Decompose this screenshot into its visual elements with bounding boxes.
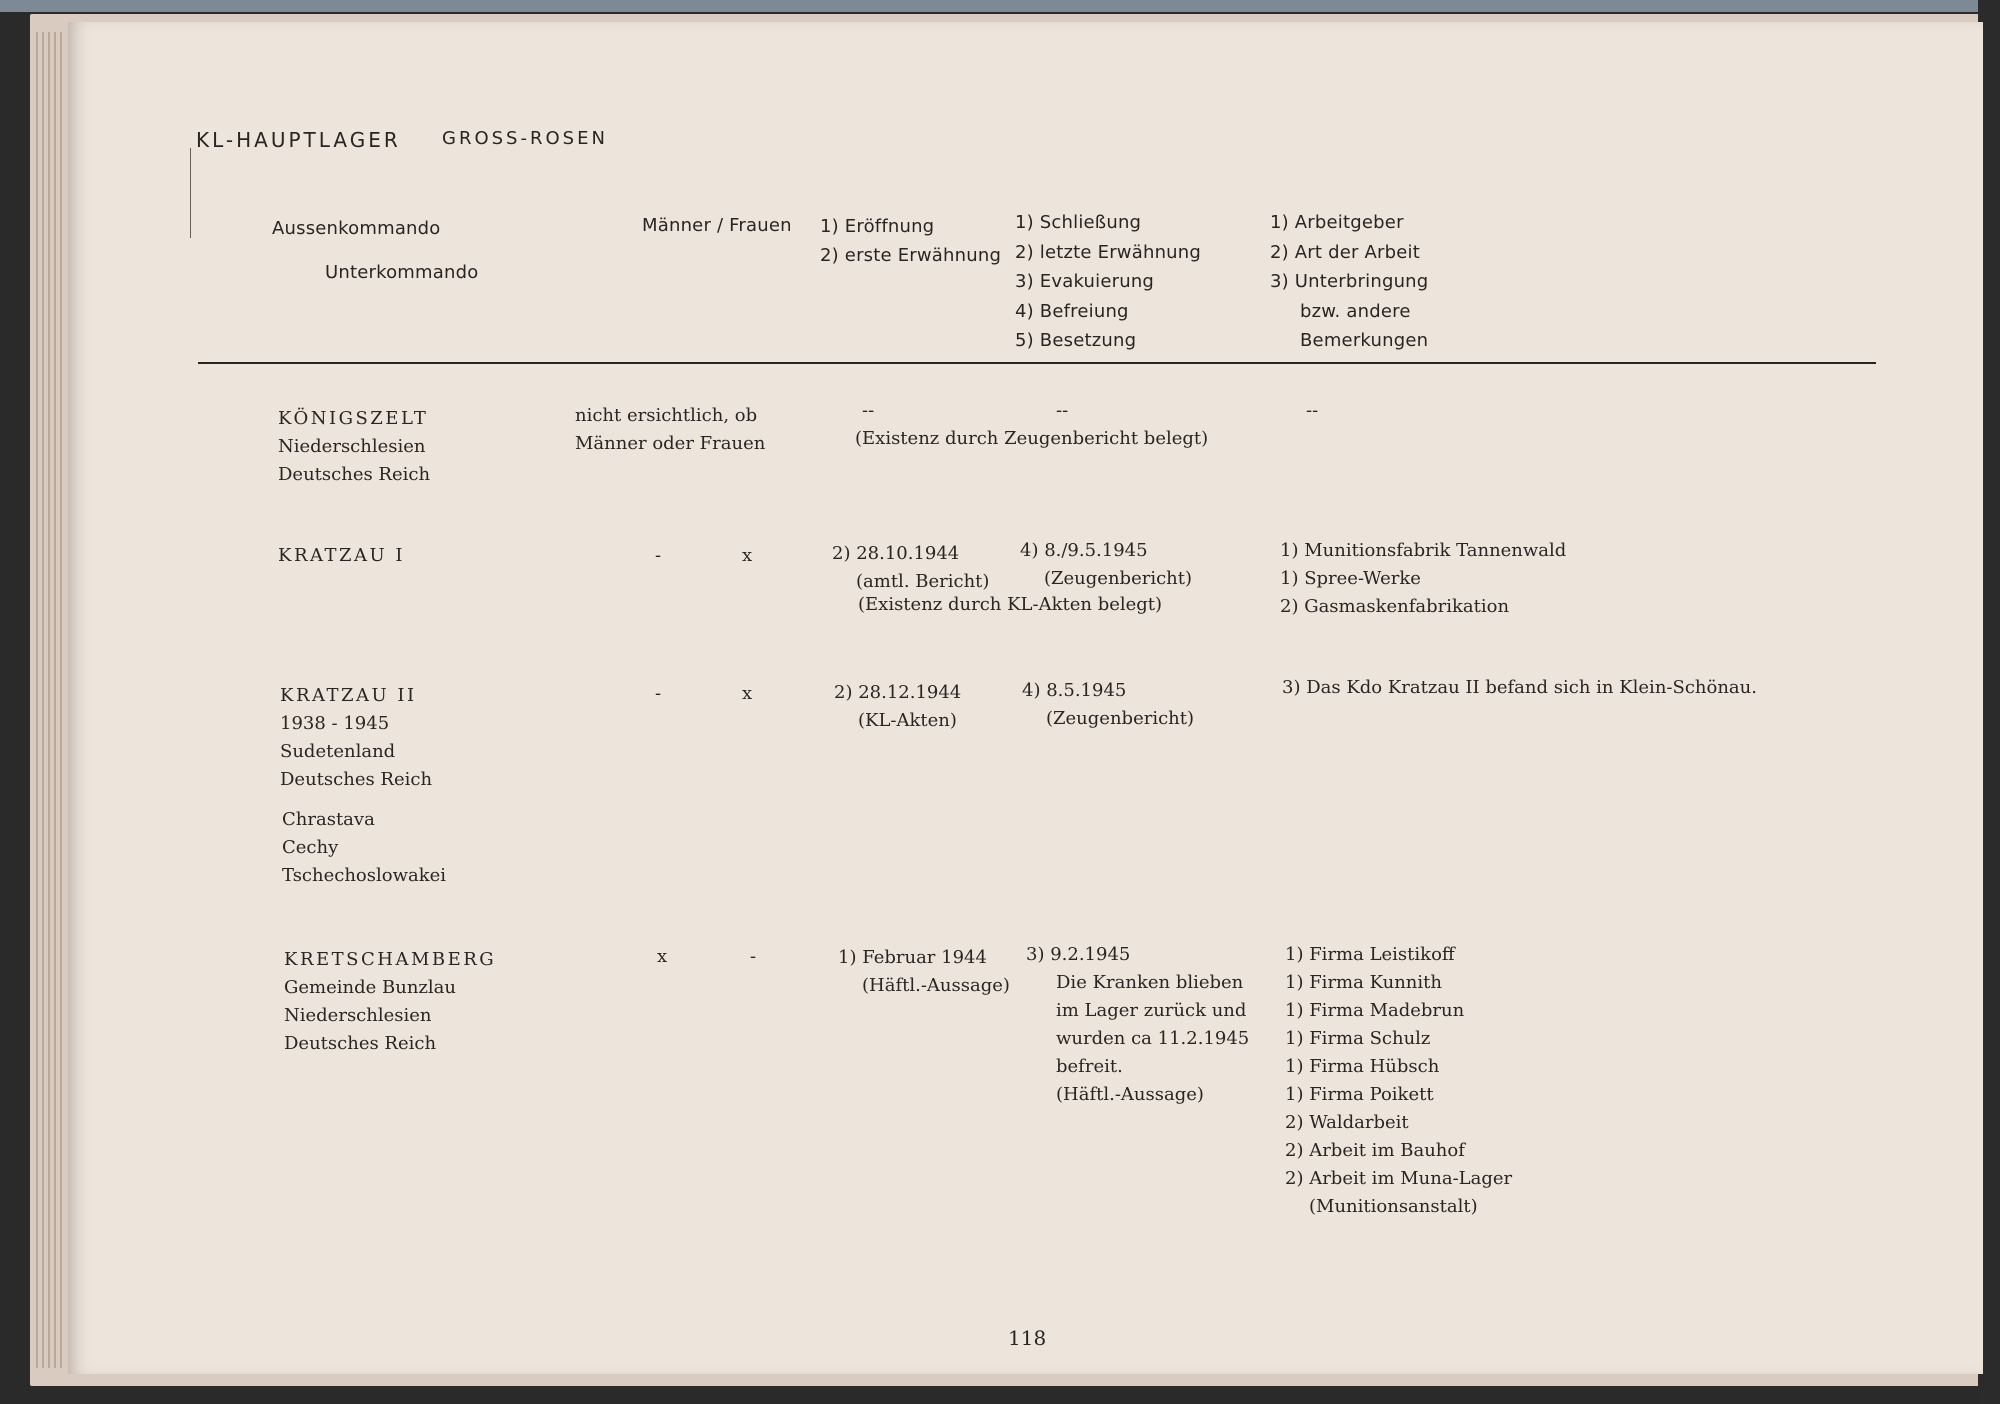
header-unterkommando: Unterkommando (325, 262, 479, 283)
entry-kratzau-i-col3: 2) 28.10.1944 (amtl. Bericht) (832, 543, 990, 592)
entry-kretschamberg-location: KRETSCHAMBERG Gemeinde Bunzlau Niederschlesien Deutsches Reich (284, 949, 497, 1054)
entry-kratzau-i-m: - (655, 545, 662, 566)
entry-koenigszelt-mf: nicht ersichtlich, ob Männer oder Frauen (575, 405, 766, 454)
entry-kratzau-ii-f: x (742, 683, 753, 704)
header-maenner-frauen: Männer / Frauen (642, 215, 792, 236)
entry-koenigszelt-location: KÖNIGSZELT Niederschlesien Deutsches Reich (278, 408, 431, 485)
title-camp: GROSS-ROSEN (442, 128, 608, 149)
entry-koenigszelt-note: (Existenz durch Zeugenbericht belegt) (855, 428, 1209, 449)
entry-koenigszelt-col3: -- (862, 400, 875, 421)
header-col-closing: 1) Schließung 2) letzte Erwähnung 3) Evakuierung 4) Befreiung 5) Besetzung (1015, 212, 1202, 351)
entry-kratzau-i-col4: 4) 8./9.5.1945 (Zeugenbericht) (1020, 540, 1193, 589)
entry-kratzau-ii-col3: 2) 28.12.1944 (KL-Akten) (834, 682, 962, 731)
entry-kratzau-i-col5: 1) Munitionsfabrik Tannenwald 1) Spree-Werke 2) Gasmaskenfabrikation (1280, 540, 1567, 617)
page-number: 118 (1008, 1326, 1047, 1350)
entry-kratzau-i-note: (Existenz durch KL-Akten belegt) (858, 594, 1163, 615)
entry-kratzau-ii-col5: 3) Das Kdo Kratzau II befand sich in Klein-Schönau. (1282, 677, 1757, 698)
entry-kratzau-ii-location-today: Chrastava Cechy Tschechoslowakei (282, 809, 447, 886)
entry-koenigszelt-col5: -- (1306, 400, 1319, 421)
header-aussenkommando: Aussenkommando (272, 218, 441, 239)
entry-kretschamberg-col4: 3) 9.2.1945 Die Kranken blieben im Lager zurück und wurden ca 11.2.1945 befreit. (Häftl.-Aussage) (1026, 944, 1250, 1105)
title-kl: KL-HAUPTLAGER (196, 128, 401, 152)
entry-kretschamberg-f: - (750, 946, 757, 967)
margin-mark (190, 148, 191, 238)
entry-kratzau-i-f: x (742, 545, 753, 566)
entry-kratzau-ii-m: - (655, 683, 662, 704)
entry-kratzau-i-name: KRATZAU I (278, 545, 406, 566)
header-col-opening: 1) Eröffnung 2) erste Erwähnung (820, 216, 1002, 266)
header-col-employer: 1) Arbeitgeber 2) Art der Arbeit 3) Unterbringung bzw. andere Bemerkungen (1270, 212, 1429, 351)
header-divider (198, 362, 1876, 364)
scan-top-edge (0, 0, 2000, 12)
entry-kratzau-ii-location: KRATZAU II 1938 - 1945 Sudetenland Deutsches Reich (280, 685, 433, 790)
entry-kretschamberg-col5: 1) Firma Leistikoff 1) Firma Kunnith 1) Firma Madebrun 1) Firma Schulz 1) Firma Hübsch 1) Firma Poikett 2) Waldarbeit 2) Arbeit im Bauhof 2) Arbeit im Muna-Lager (Munitionsanstalt) (1285, 944, 1513, 1217)
entry-kratzau-ii-col4: 4) 8.5.1945 (Zeugenbericht) (1022, 680, 1195, 729)
entry-kretschamberg-col3: 1) Februar 1944 (Häftl.-Aussage) (838, 947, 1010, 996)
entry-kretschamberg-m: x (657, 946, 668, 967)
entry-koenigszelt-col4: -- (1056, 400, 1069, 421)
